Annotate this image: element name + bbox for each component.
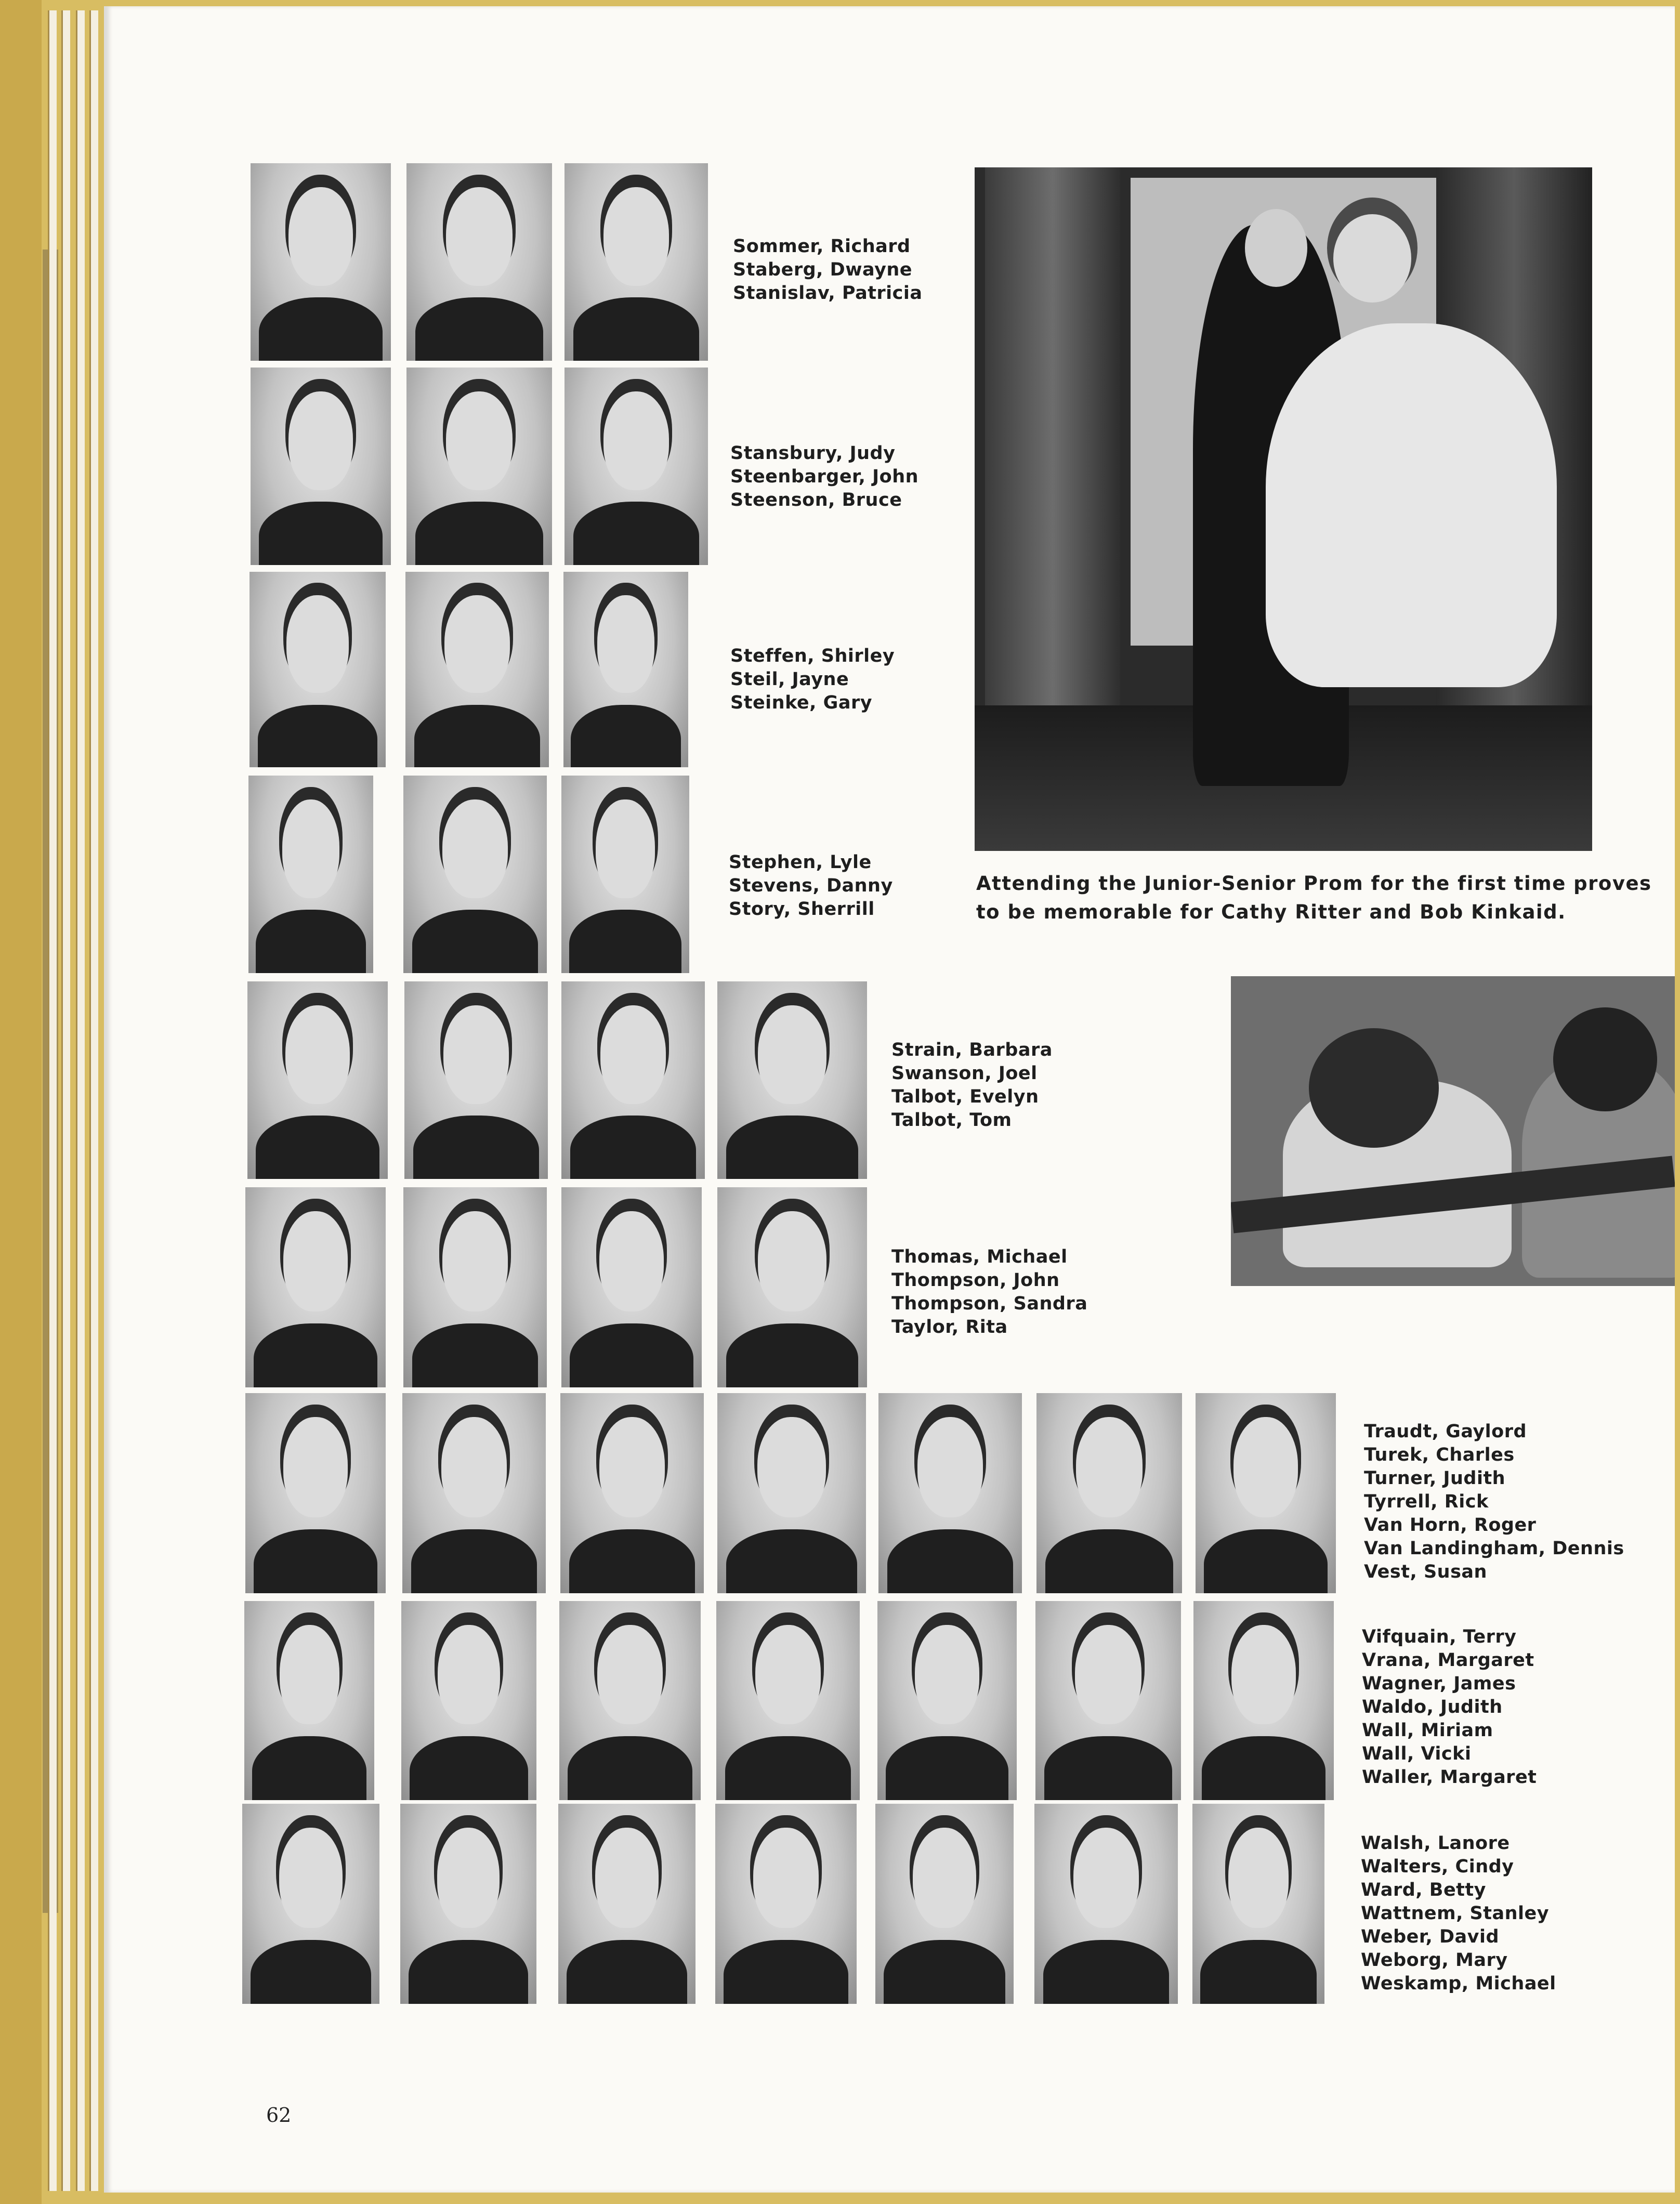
student-name: Weborg, Mary: [1361, 1950, 1508, 1971]
student-name: Swanson, Joel: [891, 1063, 1038, 1084]
portrait-photo: [242, 1804, 379, 2004]
portrait-photo: [715, 1804, 857, 2004]
student-name: Weskamp, Michael: [1361, 1973, 1556, 1994]
student-name: Weber, David: [1361, 1926, 1500, 1947]
portrait-photo: [403, 776, 547, 973]
student-name: Van Landingham, Dennis: [1364, 1538, 1624, 1559]
student-name: Vest, Susan: [1364, 1562, 1487, 1582]
portrait-photo: [1193, 1601, 1334, 1800]
portrait-photo: [401, 1601, 536, 1800]
student-name: Walsh, Lanore: [1361, 1833, 1510, 1854]
prom-photo: [975, 167, 1592, 851]
portrait-photo: [251, 368, 391, 565]
portrait-photo: [878, 1393, 1022, 1593]
portrait-photo: [404, 981, 548, 1179]
portrait-photo: [251, 163, 391, 361]
portrait-photo: [1192, 1804, 1324, 2004]
portrait-photo: [717, 1187, 867, 1387]
portrait-photo: [1035, 1601, 1181, 1800]
student-name: Vrana, Margaret: [1362, 1650, 1534, 1671]
student-name: Talbot, Evelyn: [891, 1086, 1039, 1107]
portrait-photo: [561, 1187, 702, 1387]
student-name: Van Horn, Roger: [1364, 1515, 1537, 1536]
student-name: Traudt, Gaylord: [1364, 1421, 1527, 1442]
portrait-photo: [406, 163, 552, 361]
portrait-photo: [250, 572, 386, 767]
student-name: Story, Sherrill: [729, 899, 875, 920]
name-list: [891, 1245, 1087, 1339]
student-name: Steenson, Bruce: [730, 490, 902, 510]
portrait-photo: [563, 572, 688, 767]
student-name: Talbot, Tom: [891, 1110, 1012, 1131]
portrait-photo: [717, 1393, 866, 1593]
name-list: [729, 851, 893, 921]
name-list: [730, 442, 918, 512]
portrait-photo: [405, 572, 549, 767]
portrait-photo: [877, 1601, 1017, 1800]
student-name: Thompson, Sandra: [891, 1293, 1088, 1314]
page-edge: [61, 10, 70, 2191]
student-name: Ward, Betty: [1361, 1880, 1486, 1900]
name-list: [733, 235, 923, 305]
name-list: [891, 1039, 1053, 1132]
book-spine: [0, 0, 42, 2204]
portrait-photo: [560, 1393, 704, 1593]
student-name: Stevens, Danny: [729, 875, 893, 896]
portrait-photo: [1196, 1393, 1336, 1593]
student-name: Wall, Miriam: [1362, 1720, 1493, 1741]
portrait-photo: [565, 368, 708, 565]
portrait-photo: [400, 1804, 536, 2004]
student-name: Turek, Charles: [1364, 1445, 1515, 1465]
student-name: Waldo, Judith: [1362, 1697, 1503, 1717]
student-name: Thomas, Michael: [891, 1247, 1068, 1267]
portrait-photo: [248, 776, 373, 973]
portrait-photo: [247, 981, 388, 1179]
student-name: Tyrrell, Rick: [1364, 1491, 1489, 1512]
name-list: [730, 645, 895, 715]
student-name: Staberg, Dwayne: [733, 259, 913, 280]
page-edge: [89, 10, 98, 2191]
portrait-photo: [402, 1393, 546, 1593]
student-name: Steil, Jayne: [730, 669, 849, 690]
student-name: Stansbury, Judy: [730, 443, 896, 464]
portrait-photo: [561, 776, 689, 973]
portrait-photo: [716, 1601, 860, 1800]
student-name: Strain, Barbara: [891, 1040, 1053, 1060]
student-name: Wagner, James: [1362, 1673, 1516, 1694]
student-name: Stephen, Lyle: [729, 852, 872, 873]
portrait-photo: [559, 1601, 701, 1800]
student-name: Thompson, John: [891, 1270, 1060, 1291]
portrait-photo: [406, 368, 552, 565]
portrait-photo: [561, 981, 705, 1179]
name-list: [1361, 1832, 1556, 1996]
portrait-photo: [245, 1393, 386, 1593]
student-name: Wattnem, Stanley: [1361, 1903, 1550, 1924]
student-name: Stanislav, Patricia: [733, 283, 923, 304]
page-edge: [48, 10, 57, 2191]
yearbook-page: [104, 6, 1675, 2193]
portrait-photo: [403, 1187, 547, 1387]
portrait-photo: [558, 1804, 695, 2004]
portrait-photo: [717, 981, 867, 1179]
classroom-photo: [1231, 976, 1675, 1286]
photo-caption: [976, 869, 1652, 926]
student-name: Wall, Vicki: [1362, 1743, 1472, 1764]
student-name: Vifquain, Terry: [1362, 1626, 1517, 1647]
portrait-photo: [245, 1187, 386, 1387]
student-name: Waller, Margaret: [1362, 1767, 1537, 1788]
portrait-photo: [565, 163, 708, 361]
portrait-photo: [1036, 1393, 1182, 1593]
student-name: Steffen, Shirley: [730, 646, 895, 666]
portrait-photo: [244, 1601, 374, 1800]
student-name: Steenbarger, John: [730, 466, 919, 487]
portrait-photo: [875, 1804, 1014, 2004]
caption-line: to be memorable for Cathy Ritter and Bob Kinkaid.: [976, 901, 1566, 923]
student-name: Taylor, Rita: [891, 1317, 1008, 1337]
page-number: 62: [266, 2104, 292, 2127]
portrait-photo: [1034, 1804, 1178, 2004]
student-name: Walters, Cindy: [1361, 1856, 1514, 1877]
page-edge: [76, 10, 85, 2191]
name-list: [1362, 1625, 1537, 1789]
student-name: Turner, Judith: [1364, 1468, 1506, 1489]
student-name: Sommer, Richard: [733, 236, 911, 257]
caption-line: Attending the Junior-Senior Prom for the first time proves: [976, 872, 1652, 895]
name-list: [1364, 1420, 1624, 1584]
student-name: Steinke, Gary: [730, 692, 873, 713]
